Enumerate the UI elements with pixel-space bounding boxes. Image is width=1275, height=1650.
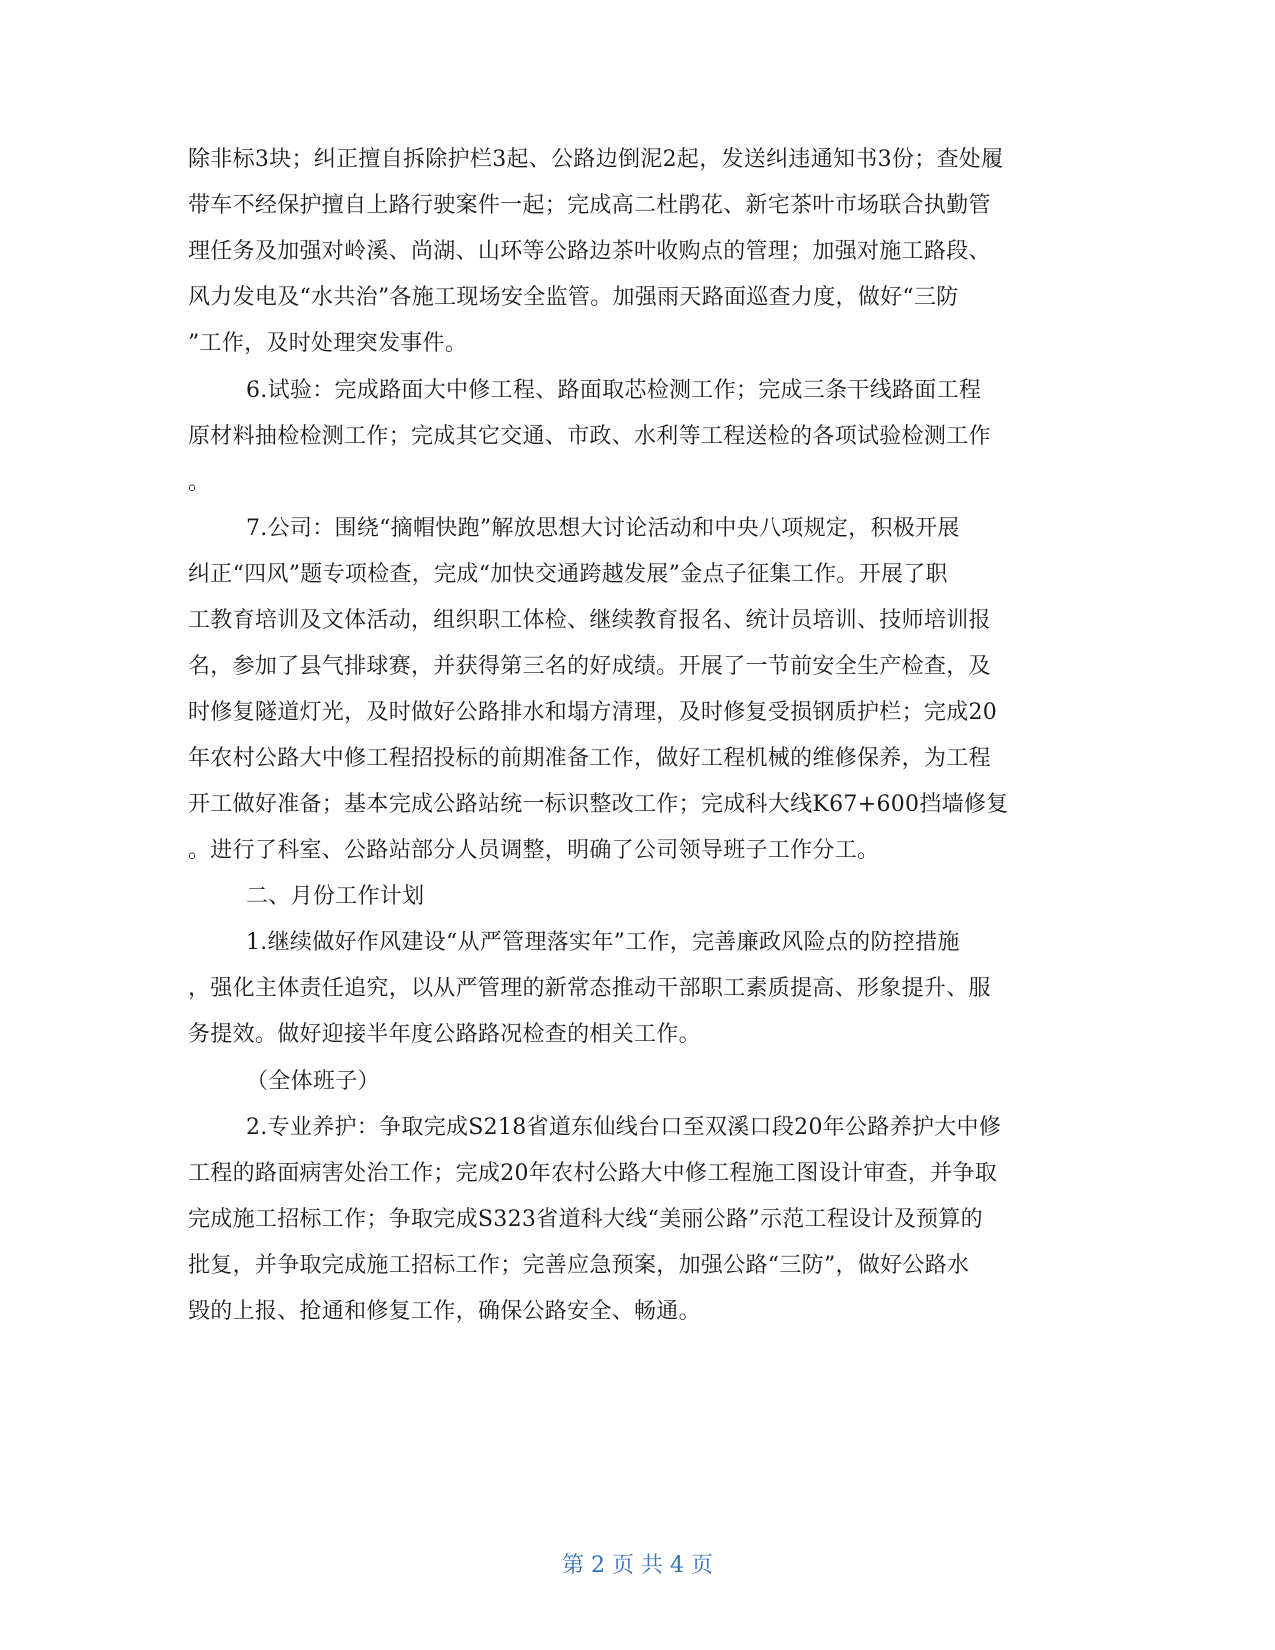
text-line: ”工作，及时处理突发事件。 [188,331,468,356]
text-line: 开工做好准备；基本完成公路站统一标识整改工作；完成科大线K67+600挡墙修复 [188,792,1009,817]
text-line: 年农村公路大中修工程招投标的前期准备工作，做好工程机械的维修保养，为工程 [188,746,991,771]
text-line: 名，参加了县气排球赛，并获得第三名的好成绩。开展了一节前安全生产检查，及 [188,654,991,679]
text-line: 务提效。做好迎接半年度公路路况检查的相关工作。 [188,1022,701,1047]
text-line: 理任务及加强对岭溪、尚湖、山环等公路边茶叶收购点的管理；加强对施工路段、 [188,239,991,264]
text-line: 7.公司：围绕“摘帽快跑”解放思想大讨论活动和中央八项规定，积极开展 [246,516,960,541]
text-line: （全体班子） [246,1069,380,1094]
text-line: 时修复隧道灯光，及时做好公路排水和塌方清理，及时修复受损钢质护栏；完成20 [188,700,998,725]
text-line: 工教育培训及文体活动，组织职工体检、继续教育报名、统计员培训、技师培训报 [188,608,991,633]
text-line: 纠正“四风”题专项检查，完成“加快交通跨越发展”金点子征集工作。开展了职 [188,562,948,587]
text-line: 6.试验：完成路面大中修工程、路面取芯检测工作；完成三条干线路面工程 [246,378,982,403]
page-number-footer: 第 2 页 共 4 页 [562,1553,713,1578]
text-line: 原材料抽检检测工作；完成其它交通、市政、水利等工程送检的各项试验检测工作 [188,424,991,449]
text-line: 除非标3块；纠正擅自拆除护栏3起、公路边倒泥2起，发送纠违通知书3份；查处履 [188,147,1004,172]
text-line: 完成施工招标工作；争取完成S323省道科大线“美丽公路”示范工程设计及预算的 [188,1207,983,1232]
text-line: 。 [188,470,211,495]
text-line: 1.继续做好作风建设“从严管理落实年”工作，完善廉政风险点的防控措施 [246,930,960,955]
text-line: ，强化主体责任追究，以从严管理的新常态推动干部职工素质提高、形象提升、服 [188,976,991,1001]
text-line: 毁的上报、抢通和修复工作，确保公路安全、畅通。 [188,1299,701,1324]
text-line: 2.专业养护：争取完成S218省道东仙线台口至双溪口段20年公路养护大中修 [246,1115,1002,1140]
text-line: 工程的路面病害处治工作；完成20年农村公路大中修工程施工图设计审查，并争取 [188,1161,998,1186]
text-line: 。进行了科室、公路站部分人员调整，明确了公司领导班子工作分工。 [188,838,880,863]
text-line: 带车不经保护擅自上路行驶案件一起；完成高二杜鹃花、新宅茶叶市场联合执勤管 [188,193,991,218]
text-line: 批复，并争取完成施工招标工作；完善应急预案，加强公路“三防”，做好公路水 [188,1253,970,1278]
section-heading: 二、月份工作计划 [246,884,425,909]
text-line: 风力发电及“水共治”各施工现场安全监管。加强雨天路面巡查力度，做好“三防 [188,285,959,310]
